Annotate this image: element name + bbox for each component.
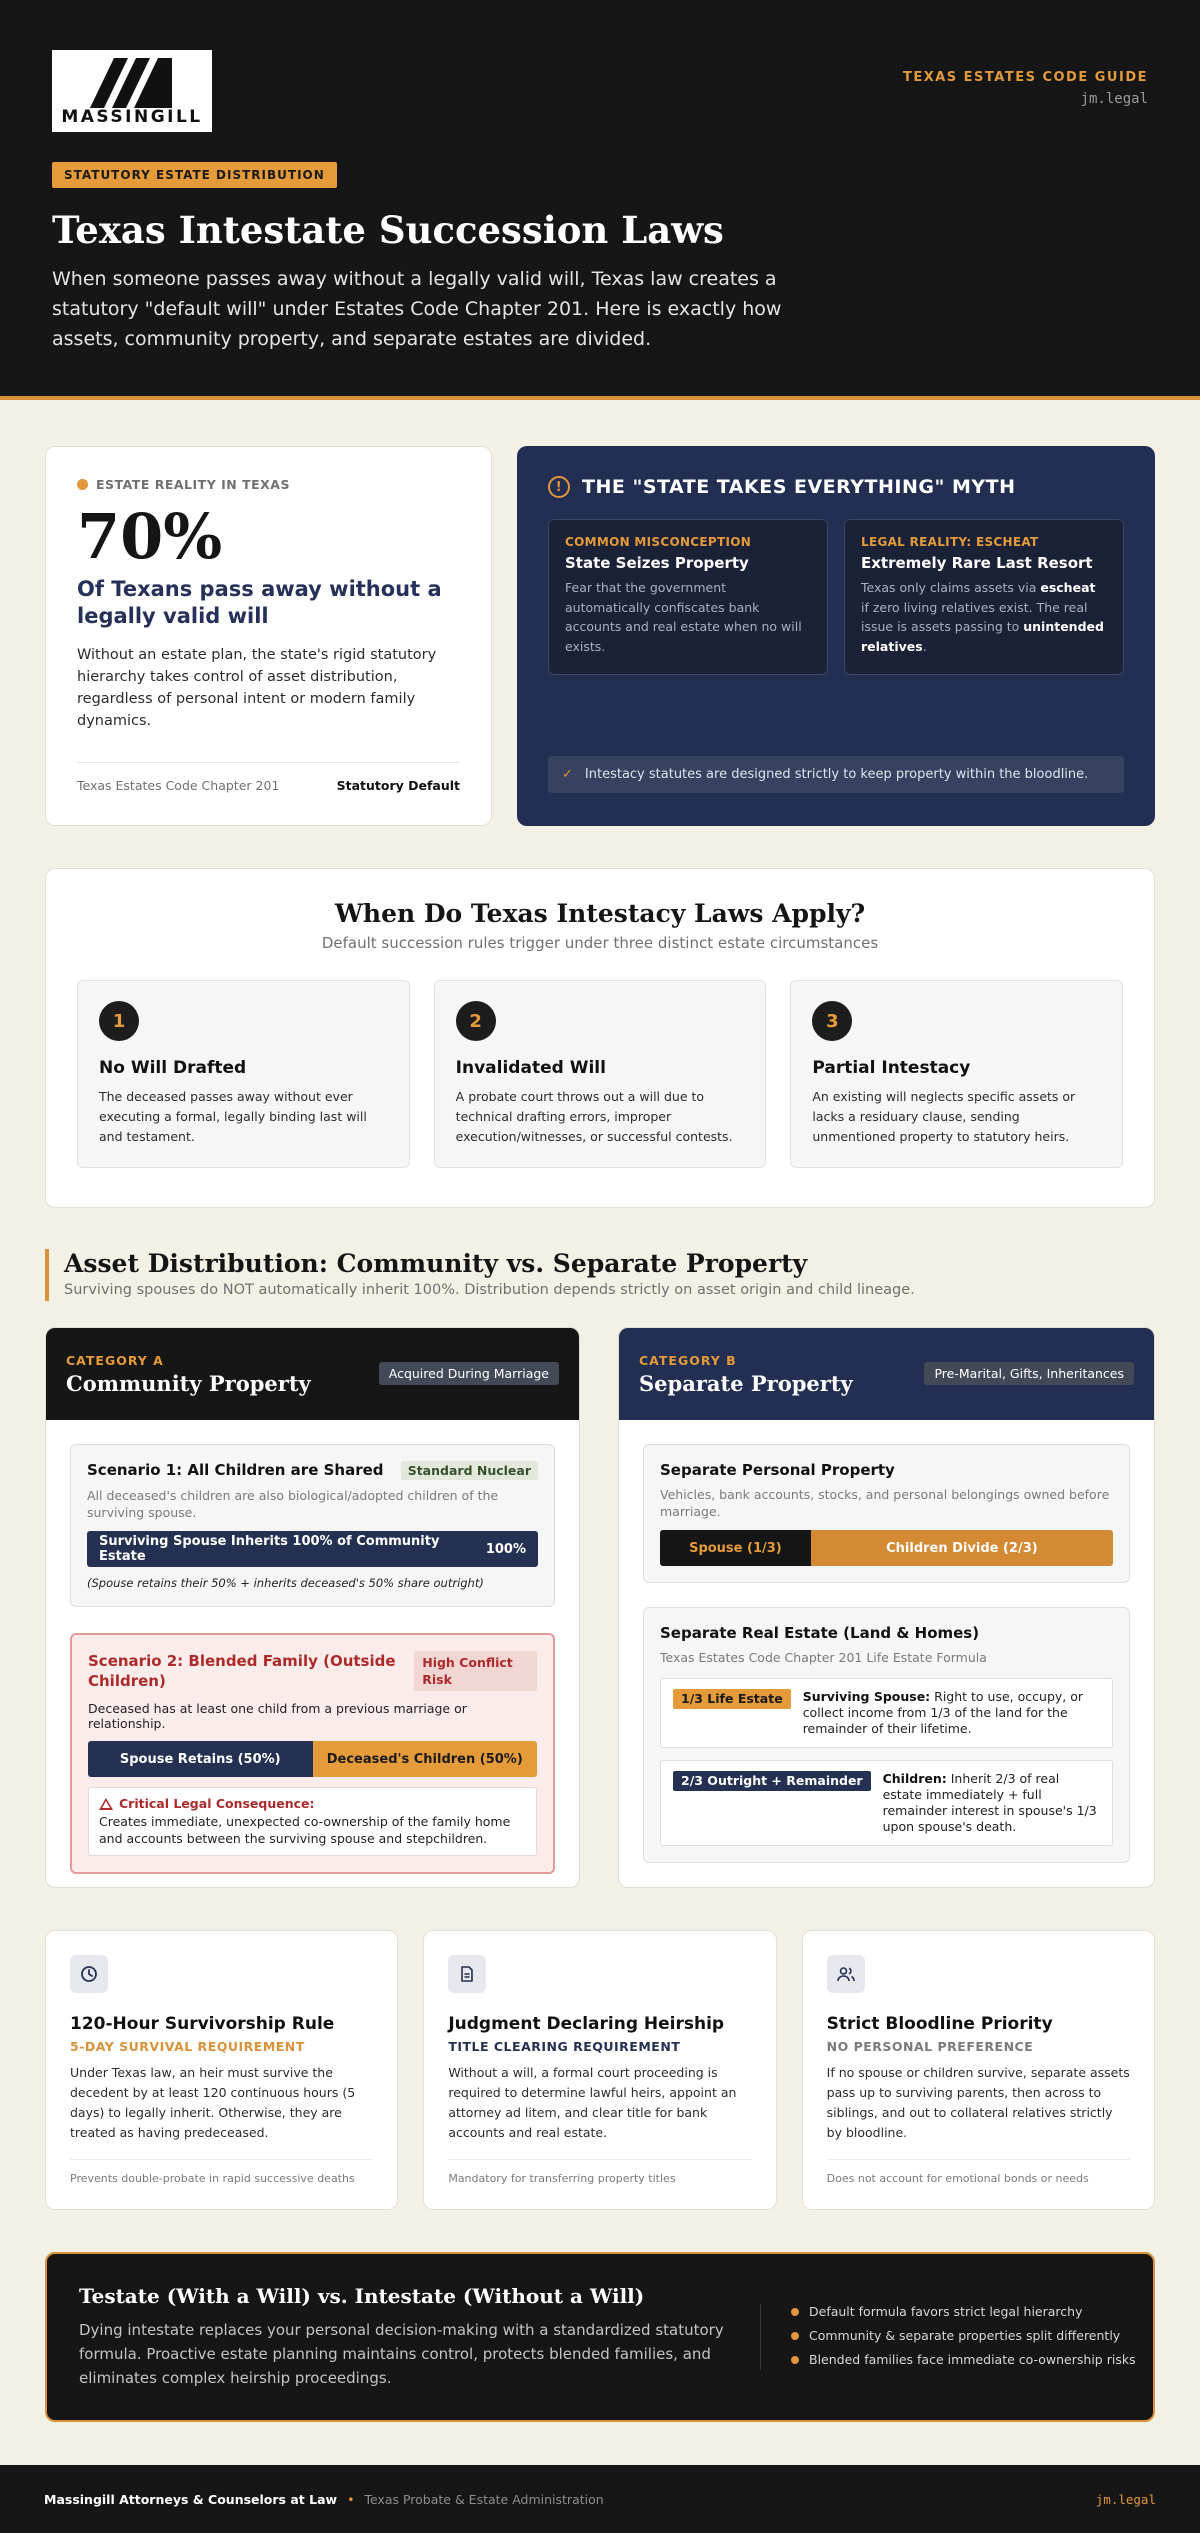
rule-footer: Mandatory for transferring property titles	[448, 2159, 751, 2185]
reality-text	[861, 578, 1107, 656]
legal-warning	[88, 1787, 537, 1856]
stat-kicker-label: ESTATE REALITY IN TEXAS	[96, 477, 290, 492]
apply-card	[77, 980, 410, 1168]
separate-header	[619, 1328, 1154, 1420]
warning-triangle-icon	[99, 1798, 113, 1810]
remainder-desc: Inherit 2/3 of real estate immediately + full remainder interest in spouse's 1/3 upon spouse's death.	[882, 1771, 1097, 1834]
rule-footer: Does not account for emotional bonds or needs	[827, 2159, 1130, 2185]
bullet-icon	[791, 2332, 799, 2340]
reality-text-part: Texas only claims assets via	[861, 580, 1041, 595]
reality-text-part: if zero living relatives exist. The real issue is assets passing to	[861, 599, 1088, 634]
scenario-1-bar-value: 100%	[485, 1541, 526, 1557]
rule-title: 120-Hour Survivorship Rule	[70, 2014, 335, 2034]
life-estate-row	[660, 1678, 1113, 1748]
distribution-title: Asset Distribution: Community vs. Separate Property	[64, 1249, 808, 1278]
page-lead: When someone passes away without a legally valid will, Texas law creates a statutory "default will" under Estates Code Chapter 201. Here is exactly how assets, community property, and separate estates are divided.	[52, 268, 782, 350]
page-title: Texas Intestate Succession Laws	[52, 208, 724, 252]
comparison-banner	[45, 2252, 1155, 2422]
header-domain-link[interactable]: jm.legal	[1080, 91, 1148, 107]
rule-title: Judgment Declaring Heirship	[448, 2014, 725, 2034]
community-pill: Acquired During Marriage	[379, 1362, 559, 1385]
life-estate-desc: Right to use, occupy, or collect income from 1/3 of the land for the remainder of their lifetime.	[802, 1689, 1084, 1736]
community-kicker: CATEGORY A	[66, 1353, 164, 1368]
apply-card-text: An existing will neglects specific assets or lacks a residuary clause, sending unmentioned property to statutory heirs.	[812, 1089, 1076, 1144]
myth-title-text: THE "STATE TAKES EVERYTHING" MYTH	[582, 476, 1016, 498]
myth-card	[517, 446, 1155, 826]
scenario-2-title: Scenario 2: Blended Family (Outside Children)	[88, 1652, 396, 1690]
scenario-1-bar	[87, 1531, 538, 1567]
apply-title: When Do Texas Intestacy Laws Apply?	[334, 899, 866, 928]
step-number: 2	[456, 1001, 496, 1041]
bullet-icon	[791, 2308, 799, 2316]
comparison-list	[760, 2304, 1136, 2370]
header-meta	[903, 70, 1148, 107]
stat-card	[45, 446, 492, 826]
scenario-2-bar-spouse: Spouse Retains (50%)	[88, 1741, 313, 1777]
alert-circle-icon: !	[548, 476, 570, 498]
rule-card	[45, 1930, 398, 2210]
reality-text-bold: escheat	[1040, 580, 1096, 595]
overview-row	[45, 446, 1155, 826]
firm-logo[interactable]	[52, 50, 212, 132]
separate-personal-title: Separate Personal Property	[660, 1461, 895, 1479]
rule-card	[802, 1930, 1155, 2210]
apply-subtitle: Default succession rules trigger under three distinct estate circumstances	[321, 934, 879, 952]
dot-icon	[77, 479, 88, 490]
step-number: 3	[812, 1001, 852, 1041]
clock-icon	[70, 1955, 108, 1993]
footer-firm: Massingill Attorneys & Counselors at Law	[44, 2491, 338, 2507]
footer-credits	[44, 2492, 604, 2507]
life-estate-bold: Surviving Spouse:	[802, 1689, 931, 1704]
stat-footer-label: Statutory Default	[336, 778, 460, 793]
comparison-item	[791, 2328, 1136, 2343]
stat-subtitle: Of Texans pass away without a legally valid will	[77, 577, 442, 628]
stat-value: 70%	[77, 500, 223, 573]
scenario-1-text: All deceased's children are also biological/adopted children of the surviving spouse.	[87, 1488, 499, 1520]
reality-text-part: .	[922, 638, 927, 654]
apply-card	[434, 980, 767, 1168]
logo-text: MASSINGILL	[61, 107, 203, 127]
rule-card	[423, 1930, 776, 2210]
scenario-2-bar-children: Deceased's Children (50%)	[313, 1741, 538, 1777]
misconception-label: COMMON MISCONCEPTION	[565, 535, 752, 549]
separate-kicker: CATEGORY B	[639, 1353, 737, 1368]
stat-source: Texas Estates Code Chapter 201	[77, 778, 280, 793]
rule-text: Under Texas law, an heir must survive the decedent by at least 120 continuous hours (5 days) to legally inherit. Otherwise, they are treated as having predeceased.	[70, 2065, 356, 2140]
apply-card-text: The deceased passes away without ever executing a formal, legally binding last will and testament.	[99, 1089, 367, 1144]
page-footer	[0, 2465, 1200, 2533]
myth-note	[548, 756, 1124, 793]
scenario-2-bar	[88, 1741, 537, 1777]
comparison-item-text: Blended families face immediate co-ownership risks	[809, 2352, 1136, 2367]
misconception-text: Fear that the government automatically confiscates bank accounts and real estate when no will exists.	[565, 580, 802, 654]
myth-title	[548, 476, 1124, 498]
reality-box	[844, 519, 1124, 675]
scenario-1-title: Scenario 1: All Children are Shared	[87, 1461, 384, 1479]
remainder-bold: Children:	[882, 1771, 947, 1786]
distribution-subtitle: Surviving spouses do NOT automatically inherit 100%. Distribution depends strictly on asset origin and child lineage.	[64, 1282, 915, 1298]
footer-separator: •	[347, 2491, 355, 2507]
scenario-2	[70, 1633, 555, 1874]
community-title: Community Property	[66, 1371, 311, 1396]
remainder-row	[660, 1760, 1113, 1846]
apply-card	[790, 980, 1123, 1168]
apply-card-title: Invalidated Will	[455, 1058, 606, 1078]
scenario-1-bar-fill	[87, 1531, 538, 1567]
separate-real-estate-box	[643, 1607, 1130, 1863]
separate-bar-spouse: Spouse (1/3)	[660, 1530, 811, 1566]
separate-personal-text: Vehicles, bank accounts, stocks, and personal belongings owned before marriage.	[660, 1487, 1110, 1519]
separate-personal-bar	[660, 1530, 1113, 1566]
myth-note-text: Intestacy statutes are designed strictly to keep property within the bloodline.	[584, 767, 1089, 782]
apply-card-title: Partial Intestacy	[812, 1058, 971, 1078]
real-estate-title: Separate Real Estate (Land & Homes)	[660, 1624, 980, 1642]
comparison-text: Dying intestate replaces your personal decision-making with a standardized statutory formula. Proactive estate planning maintains control, protects blended families, and eliminates complex heirship proceedings.	[79, 2321, 724, 2387]
remainder-pill: 2/3 Outright + Remainder	[673, 1771, 871, 1791]
misconception-heading: State Seizes Property	[565, 554, 749, 572]
reality-label: LEGAL REALITY: ESCHEAT	[861, 535, 1039, 549]
bullet-icon	[791, 2356, 799, 2364]
apply-card-title: No Will Drafted	[99, 1058, 247, 1078]
hero-header	[0, 0, 1200, 400]
rule-text: If no spouse or children survive, separate assets pass up to surviving parents, then across to siblings, and out to collateral relatives strictly by bloodline.	[826, 2065, 1130, 2140]
separate-personal-box	[643, 1444, 1130, 1583]
community-body	[46, 1420, 579, 1888]
community-property-card	[45, 1327, 580, 1888]
rule-footer: Prevents double-probate in rapid successive deaths	[70, 2159, 373, 2185]
apply-card-text: A probate court throws out a will due to technical drafting errors, improper execution/witnesses, or successful contests.	[455, 1089, 733, 1144]
scenario-1	[70, 1444, 555, 1607]
scenario-1-tag: Standard Nuclear	[401, 1461, 538, 1480]
warning-title	[99, 1796, 526, 1811]
warning-title-text: Critical Legal Consequence:	[119, 1796, 315, 1811]
scenario-2-text: Deceased has at least one child from a previous marriage or relationship.	[88, 1701, 467, 1731]
distribution-heading	[45, 1249, 1155, 1301]
footer-practice: Texas Probate & Estate Administration	[364, 2491, 604, 2507]
community-header	[46, 1328, 579, 1420]
separate-body	[619, 1420, 1154, 1887]
comparison-item	[791, 2304, 1136, 2319]
rule-kicker: TITLE CLEARING REQUIREMENT	[448, 2039, 681, 2054]
comparison-item-text: Community & separate properties split differently	[809, 2328, 1121, 2343]
comparison-item	[791, 2352, 1136, 2367]
scenario-1-bar-label: Surviving Spouse Inherits 100% of Community Estate	[99, 1534, 440, 1564]
misconception-box	[548, 519, 828, 675]
apply-cards	[77, 980, 1123, 1168]
stat-footer	[77, 762, 460, 793]
scenario-2-header	[88, 1651, 537, 1691]
life-estate-pill: 1/3 Life Estate	[673, 1689, 791, 1709]
section-badge: STATUTORY ESTATE DISTRIBUTION	[52, 162, 337, 188]
separate-bar-children: Children Divide (2/3)	[811, 1530, 1113, 1566]
scenario-2-tag: High Conflict Risk	[414, 1651, 537, 1691]
rule-kicker: NO PERSONAL PREFERENCE	[826, 2039, 1034, 2054]
apply-section	[45, 868, 1155, 1208]
rule-title: Strict Bloodline Priority	[826, 2014, 1053, 2034]
scenario-1-header	[87, 1461, 538, 1480]
separate-property-card	[618, 1327, 1155, 1888]
separate-pill: Pre-Marital, Gifts, Inheritances	[924, 1362, 1134, 1385]
comparison-title: Testate (With a Will) vs. Intestate (Without a Will)	[79, 2284, 645, 2308]
real-estate-subtitle: Texas Estates Code Chapter 201 Life Estate Formula	[660, 1650, 987, 1665]
stat-body: Without an estate plan, the state's rigid statutory hierarchy takes control of asset distribution, regardless of personal intent or modern family dynamics.	[77, 647, 437, 729]
footer-domain-link[interactable]: jm.legal	[1095, 2491, 1156, 2507]
users-icon	[827, 1955, 865, 1993]
remainder-text	[883, 1771, 1100, 1835]
myth-columns	[548, 519, 1124, 675]
comparison-item-text: Default formula favors strict legal hierarchy	[809, 2304, 1083, 2319]
reality-text-bold: unintended relatives	[861, 619, 1104, 654]
check-icon: ✓	[562, 767, 573, 782]
rules-row	[45, 1930, 1155, 2210]
rule-kicker: 5-DAY SURVIVAL REQUIREMENT	[70, 2039, 305, 2054]
rule-text: Without a will, a formal court proceeding is required to determine lawful heirs, appoint an attorney ad litem, and clear title for bank accounts and real estate.	[448, 2065, 737, 2140]
reality-heading: Extremely Rare Last Resort	[861, 554, 1093, 572]
warning-text: Creates immediate, unexpected co-ownership of the family home and accounts between the surviving spouse and stepchildren.	[99, 1814, 511, 1846]
stat-kicker	[77, 477, 460, 492]
life-estate-text	[803, 1689, 1100, 1737]
separate-title: Separate Property	[639, 1371, 853, 1396]
step-number: 1	[99, 1001, 139, 1041]
guide-label: TEXAS ESTATES CODE GUIDE	[902, 70, 1148, 85]
scenario-1-note: (Spouse retains their 50% + inherits deceased's 50% share outright)	[87, 1576, 484, 1590]
document-icon	[448, 1955, 486, 1993]
